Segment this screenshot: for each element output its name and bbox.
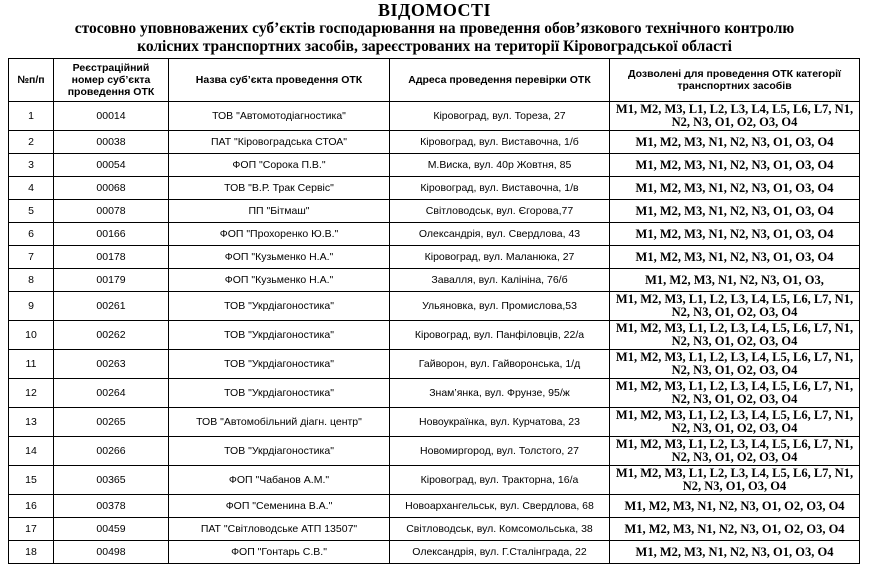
- table-row: [9, 131, 860, 154]
- entity-name-cell: ТОВ "Укрдіагоностика": [169, 321, 390, 350]
- entity-name-cell: ФОП "Прохоренко Ю.В.": [169, 223, 390, 246]
- address-cell: Новоархангельськ, вул. Свердлова, 68: [390, 495, 610, 518]
- address-cell: Кіровоград, вул. Виставочна, 1/в: [390, 177, 610, 200]
- registration-number-cell: 00179: [54, 269, 169, 292]
- table-row: [9, 518, 860, 541]
- address-cell: Світловодськ, вул. Єгорова,77: [390, 200, 610, 223]
- categories-cell: M1, M2, M3, L1, L2, L3, L4, L5, L6, L7, N1, N2, N3, O1, O2, O3, O4: [610, 321, 860, 350]
- document-subtitle-line-1: стосовно уповноважених суб’єктів господарювання на проведення обов’язкового технічного контролю: [74, 20, 795, 37]
- row-number-cell: 13: [9, 408, 54, 437]
- row-number-cell: 14: [9, 437, 54, 466]
- registry-table: [8, 58, 860, 564]
- registration-number-cell: 00014: [54, 102, 169, 131]
- row-number-cell: 16: [9, 495, 54, 518]
- header-entity-name: Назва суб’єкта проведення ОТК: [169, 59, 390, 102]
- row-number-cell: 1: [9, 102, 54, 131]
- row-number-cell: 6: [9, 223, 54, 246]
- table-row: [9, 495, 860, 518]
- categories-cell: M1, M2, M3, N1, N2, N3, O1, O3, O4: [610, 223, 860, 246]
- row-number-cell: 2: [9, 131, 54, 154]
- table-row: [9, 154, 860, 177]
- row-number-cell: 11: [9, 350, 54, 379]
- header-number: №п/п: [9, 59, 54, 102]
- registration-number-cell: 00068: [54, 177, 169, 200]
- registration-number-cell: 00262: [54, 321, 169, 350]
- categories-cell: M1, M2, M3, L1, L2, L3, L4, L5, L6, L7, N1, N2, N3, O1, O2, O3, O4: [610, 350, 860, 379]
- table-row: [9, 321, 860, 350]
- row-number-cell: 7: [9, 246, 54, 269]
- entity-name-cell: ПАТ "Кіровоградська СТОА": [169, 131, 390, 154]
- categories-cell: M1, M2, M3, N1, N2, N3, O1, O3, O4: [610, 177, 860, 200]
- address-cell: Світловодськ, вул. Комсомольська, 38: [390, 518, 610, 541]
- categories-cell: M1, M2, M3, N1, N2, N3, O1, O2, O3, O4: [610, 495, 860, 518]
- address-cell: Олександрія, вул. Свердлова, 43: [390, 223, 610, 246]
- entity-name-cell: ФОП "Кузьменко Н.А.": [169, 269, 390, 292]
- entity-name-cell: ФОП "Кузьменко Н.А.": [169, 246, 390, 269]
- entity-name-cell: ТОВ "Укрдіагоностика": [169, 292, 390, 321]
- entity-name-cell: ТОВ "Укрдіагоностика": [169, 379, 390, 408]
- table-row: [9, 223, 860, 246]
- categories-cell: M1, M2, M3, N1, N2, N3, O1, O3, O4: [610, 200, 860, 223]
- row-number-cell: 9: [9, 292, 54, 321]
- row-number-cell: 5: [9, 200, 54, 223]
- document-title: ВІДОМОСТІ: [377, 0, 492, 20]
- registration-number-cell: 00054: [54, 154, 169, 177]
- header-registration-number: Реєстраційний номер суб’єкта проведення ОТК: [54, 59, 169, 102]
- registration-number-cell: 00459: [54, 518, 169, 541]
- row-number-cell: 3: [9, 154, 54, 177]
- registration-number-cell: 00038: [54, 131, 169, 154]
- categories-cell: M1, M2, M3, L1, L2, L3, L4, L5, L6, L7, N1, N2, N3, O1, O2, O3, O4: [610, 102, 860, 131]
- categories-cell: M1, M2, M3, N1, N2, N3, O1, O3,: [610, 269, 860, 292]
- entity-name-cell: ТОВ "Укрдіагоностика": [169, 350, 390, 379]
- table-row: [9, 102, 860, 131]
- registration-number-cell: 00178: [54, 246, 169, 269]
- registration-number-cell: 00498: [54, 541, 169, 564]
- address-cell: М.Виска, вул. 40р Жовтня, 85: [390, 154, 610, 177]
- address-cell: Гайворон, вул. Гайворонська, 1/д: [390, 350, 610, 379]
- table-row: [9, 379, 860, 408]
- categories-cell: M1, M2, M3, N1, N2, N3, O1, O3, O4: [610, 246, 860, 269]
- entity-name-cell: ТОВ "Автомобільний діагн. центр": [169, 408, 390, 437]
- entity-name-cell: ПАТ "Світловодське АТП 13507": [169, 518, 390, 541]
- table-row: [9, 466, 860, 495]
- table-row: [9, 177, 860, 200]
- categories-cell: M1, M2, M3, L1, L2, L3, L4, L5, L6, L7, N1, N2, N3, O1, O2, O3, O4: [610, 437, 860, 466]
- categories-cell: M1, M2, M3, N1, N2, N3, O1, O3, O4: [610, 541, 860, 564]
- registration-number-cell: 00265: [54, 408, 169, 437]
- table-row: [9, 408, 860, 437]
- address-cell: Новомиргород, вул. Толстого, 27: [390, 437, 610, 466]
- address-cell: Кіровоград, вул. Маланюка, 27: [390, 246, 610, 269]
- address-cell: Кіровоград, вул. Тракторна, 16/а: [390, 466, 610, 495]
- categories-cell: M1, M2, M3, N1, N2, N3, O1, O3, O4: [610, 131, 860, 154]
- table-row: [9, 437, 860, 466]
- entity-name-cell: ФОП "Гонтарь С.В.": [169, 541, 390, 564]
- table-body: [9, 102, 860, 564]
- entity-name-cell: ФОП "Чабанов А.М.": [169, 466, 390, 495]
- categories-cell: M1, M2, M3, L1, L2, L3, L4, L5, L6, L7, N1, N2, N3, O1, O2, O3, O4: [610, 379, 860, 408]
- entity-name-cell: ФОП "Семенина В.А.": [169, 495, 390, 518]
- row-number-cell: 10: [9, 321, 54, 350]
- header-categories: Дозволені для проведення ОТК категорії транспортних засобів: [610, 59, 860, 102]
- table-header-row: [9, 59, 860, 102]
- categories-cell: M1, M2, M3, L1, L2, L3, L4, L5, L6, L7, N1, N2, N3, O1, O2, O3, O4: [610, 408, 860, 437]
- entity-name-cell: ТОВ "Укрдіагоностика": [169, 437, 390, 466]
- registration-number-cell: 00078: [54, 200, 169, 223]
- entity-name-cell: ТОВ "Автомотодіагностика": [169, 102, 390, 131]
- categories-cell: M1, M2, M3, N1, N2, N3, O1, O3, O4: [610, 154, 860, 177]
- categories-cell: M1, M2, M3, N1, N2, N3, O1, O2, O3, O4: [610, 518, 860, 541]
- address-cell: Кіровоград, вул. Панфіловців, 22/а: [390, 321, 610, 350]
- table-row: [9, 246, 860, 269]
- table-row: [9, 269, 860, 292]
- document-subtitle-line-2: колісних транспортних засобів, зареєстрованих на території Кіровоградської області: [137, 38, 732, 55]
- table-row: [9, 292, 860, 321]
- row-number-cell: 15: [9, 466, 54, 495]
- table-row: [9, 200, 860, 223]
- registration-number-cell: 00266: [54, 437, 169, 466]
- address-cell: Олександрія, вул. Г.Сталінграда, 22: [390, 541, 610, 564]
- address-cell: Кіровоград, вул. Виставочна, 1/б: [390, 131, 610, 154]
- row-number-cell: 12: [9, 379, 54, 408]
- address-cell: Новоукраїнка, вул. Курчатова, 23: [390, 408, 610, 437]
- row-number-cell: 17: [9, 518, 54, 541]
- address-cell: Знам’янка, вул. Фрунзе, 95/ж: [390, 379, 610, 408]
- table-row: [9, 541, 860, 564]
- table-row: [9, 350, 860, 379]
- entity-name-cell: ПП "Бітмаш": [169, 200, 390, 223]
- registration-number-cell: 00263: [54, 350, 169, 379]
- row-number-cell: 4: [9, 177, 54, 200]
- entity-name-cell: ТОВ "В.Р. Трак Сервіс": [169, 177, 390, 200]
- row-number-cell: 18: [9, 541, 54, 564]
- row-number-cell: 8: [9, 269, 54, 292]
- categories-cell: M1, M2, M3, L1, L2, L3, L4, L5, L6, L7, N1, N2, N3, O1, O3, O4: [610, 466, 860, 495]
- header-address: Адреса проведення перевірки ОТК: [390, 59, 610, 102]
- entity-name-cell: ФОП "Сорока П.В.": [169, 154, 390, 177]
- registration-number-cell: 00365: [54, 466, 169, 495]
- registration-number-cell: 00166: [54, 223, 169, 246]
- registration-number-cell: 00264: [54, 379, 169, 408]
- address-cell: Ульяновка, вул. Промислова,53: [390, 292, 610, 321]
- address-cell: Завалля, вул. Калініна, 76/б: [390, 269, 610, 292]
- registration-number-cell: 00378: [54, 495, 169, 518]
- registration-number-cell: 00261: [54, 292, 169, 321]
- address-cell: Кіровоград, вул. Тореза, 27: [390, 102, 610, 131]
- categories-cell: M1, M2, M3, L1, L2, L3, L4, L5, L6, L7, N1, N2, N3, O1, O2, O3, O4: [610, 292, 860, 321]
